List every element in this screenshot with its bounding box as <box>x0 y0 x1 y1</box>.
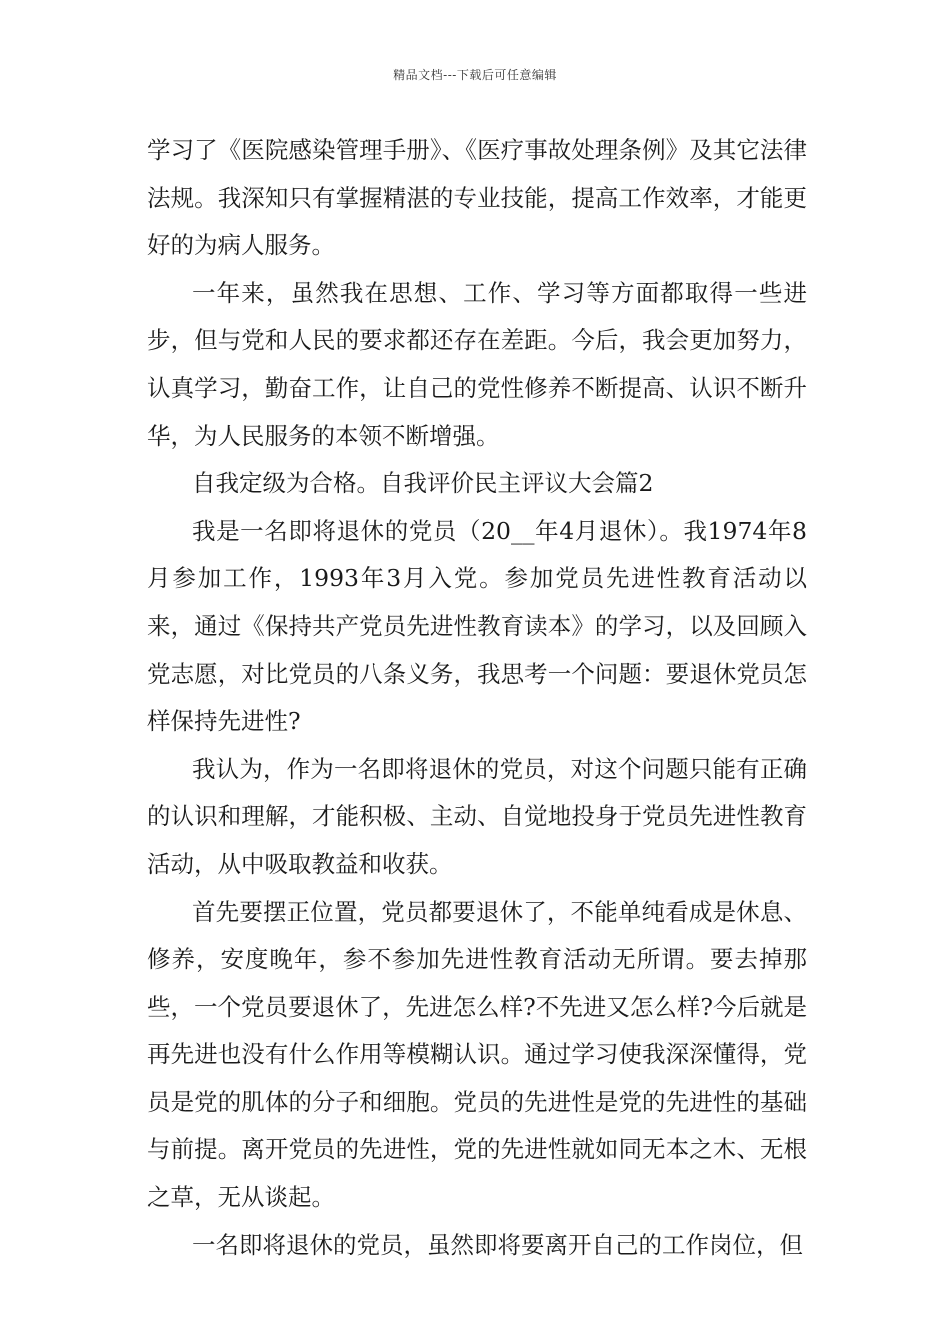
document-body <box>147 127 807 1269</box>
paragraph-2: 一年来，虽然我在思想、工作、学习等方面都取得一些进步，但与党和人民的要求都还存在差距。今后，我会更加努力，认真学习，勤奋工作，让自己的党性修养不断提高、认识不断升华，为人民服务的本领不断增强。 <box>147 278 807 450</box>
paragraph-3: 我是一名即将退休的党员（20__年4月退休）。我1974年8月参加工作，1993年3月入党。参加党员先进性教育活动以来，通过《保持共产党员先进性教育读本》的学习，以及回顾入党志愿，对比党员的八条义务，我思考一个问题：要退休党员怎样保持先进性? <box>147 516 807 736</box>
paragraph-4: 我认为，作为一名即将退休的党员，对这个问题只能有正确的认识和理解，才能积极、主动、自觉地投身于党员先进性教育活动，从中吸取教益和收获。 <box>147 754 807 878</box>
paragraph-6: 一名即将退休的党员，虽然即将要离开自己的工作岗位，但 <box>192 1230 803 1259</box>
page-header: 精品文档---下载后可任意编辑 <box>393 68 557 82</box>
section-heading: 自我定级为合格。自我评价民主评议大会篇2 <box>192 469 654 498</box>
paragraph-5: 首先要摆正位置，党员都要退休了，不能单纯看成是休息、修养，安度晚年，参不参加先进性教育活动无所谓。要去掉那些，一个党员要退休了，先进怎么样?不先进又怎么样?今后就是再先进也没有什么作用等模糊认识。通过学习使我深深懂得，党员是党的肌体的分子和细胞。党员的先进性是党的先进性的基础与前提。离开党员的先进性，党的先进性就如同无本之木、无根之草，无从谈起。 <box>147 897 807 1212</box>
paragraph-1: 学习了《医院感染管理手册》、《医疗事故处理条例》及其它法律法规。我深知只有掌握精湛的专业技能，提高工作效率，才能更好的为病人服务。 <box>147 136 807 260</box>
